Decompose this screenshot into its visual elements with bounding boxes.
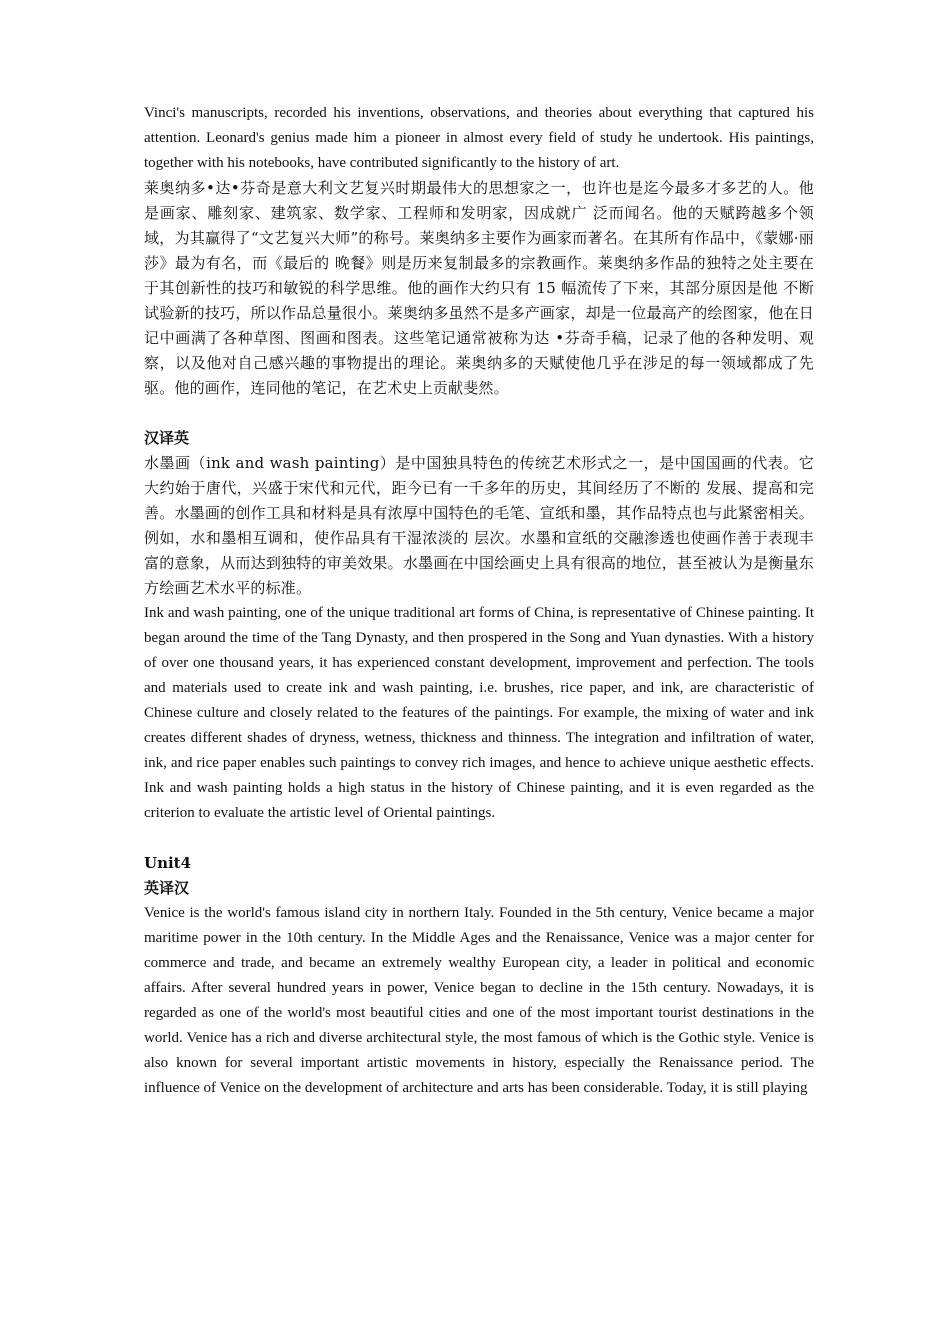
davinci-chinese-paragraph: 莱奥纳多•达•芬奇是意大利文艺复兴时期最伟大的思想家之一，也许也是迄今最多才多艺的人。他是画家、雕刻家、建筑家、数学家、工程师和发明家，因成就广 泛而闻名。他的天赋跨越多个领域，为其赢得了“文艺复兴大师”的称号。莱奥纳多主要作为画家而著名。在其所有作品中，《蒙娜·丽莎》最为有名，而《最后的 晚餐》则是历来复制最多的宗教画作。莱奥纳多作品的独特之处主要在于其创新性的技巧和敏锐的科学思维。他的画作大约只有 15 幅流传了下来，其部分原因是他 不断试验新的技巧，所以作品总量很小。莱奥纳多虽然不是多产画家，却是一位最高产的绘图家，他在日记中画满了各种草图、图画和图表。这些笔记通常被称为达 •芬奇手稿，记录了他的各种发明、观察，以及他对自己感兴趣的事物提出的理论。莱奥纳多的天赋使他几乎在涉足的每一领域都成了先驱。他的画作，连同他的笔记，在艺术史上贡献斐然。 (144, 179, 814, 397)
venice-english-paragraph: Venice is the world's famous island city in northern Italy. Founded in the 5th century, Venice became a major maritime power in the 10th century. In the Middle Ages and the Renaissance, Venice was a major center for commerce and trade, and became an extremely wealthy European city, a leader in political and economic affairs. After several hundred years in power, Venice began to decline in the 15th century. Nowadays, it is regarded as one of the world's most beautiful cities and one of the most important tourist destinations in the world. Venice has a rich and diverse architectural style, the most famous of which is the Gothic style. Venice is also known for several important artistic movements in history, especially the Renaissance period. The influence of Venice on the development of architecture and arts has been considerable. Today, it is still playing (144, 905, 814, 1096)
section-gap (144, 401, 814, 426)
heading-english-to-chinese: 英译汉 (144, 879, 190, 897)
ink-painting-chinese-paragraph: 水墨画（ink and wash painting）是中国独具特色的传统艺术形式之一，是中国国画的代表。它大约始于唐代，兴盛于宋代和元代，距今已有一千多年的历史，其间经历了不断的 发展、提高和完善。水墨画的创作工具和材料是具有浓厚中国特色的毛笔、宣纸和墨，其作品特点也与此紧密相关。例如，水和墨相互调和，使作品具有干湿浓淡的 层次。水墨和宣纸的交融渗透也使画作善于表现丰富的意象，从而达到独特的审美效果。水墨画在中国绘画史上具有很高的地位，甚至被认为是衡量东方绘画艺术水平的标准。 (144, 454, 814, 597)
ink-painting-english-paragraph: Ink and wash painting, one of the unique traditional art forms of China, is representative of Chinese painting. It began around the time of the Tang Dynasty, and then prospered in the Song and Yuan dynasties. With a history of over one thousand years, it has experienced constant development, improvement and perfection. The tools and materials used to create ink and wash painting, i.e. brushes, rice paper, and ink, are characteristic of Chinese culture and closely related to the features of the paintings. For example, the mixing of water and ink creates different shades of dryness, wetness, thickness and thinness. The integration and infiltration of water, ink, and rice paper enables such paintings to convey rich images, and hence to achieve unique aesthetic effects. Ink and wash painting holds a high status in the history of Chinese painting, and it is even regarded as the criterion to evaluate the artistic level of Oriental paintings. (144, 605, 814, 821)
davinci-english-paragraph: Vinci's manuscripts, recorded his inventions, observations, and theories about everything that captured his attention. Leonard's genius made him a pioneer in almost every field of study he undertook. His paintings, together with his notebooks, have contributed significantly to the history of art. (144, 105, 814, 171)
heading-chinese-to-english: 汉译英 (144, 429, 190, 447)
heading-unit4: Unit4 (144, 854, 192, 872)
section-gap (144, 826, 814, 851)
document-page (144, 101, 814, 1101)
